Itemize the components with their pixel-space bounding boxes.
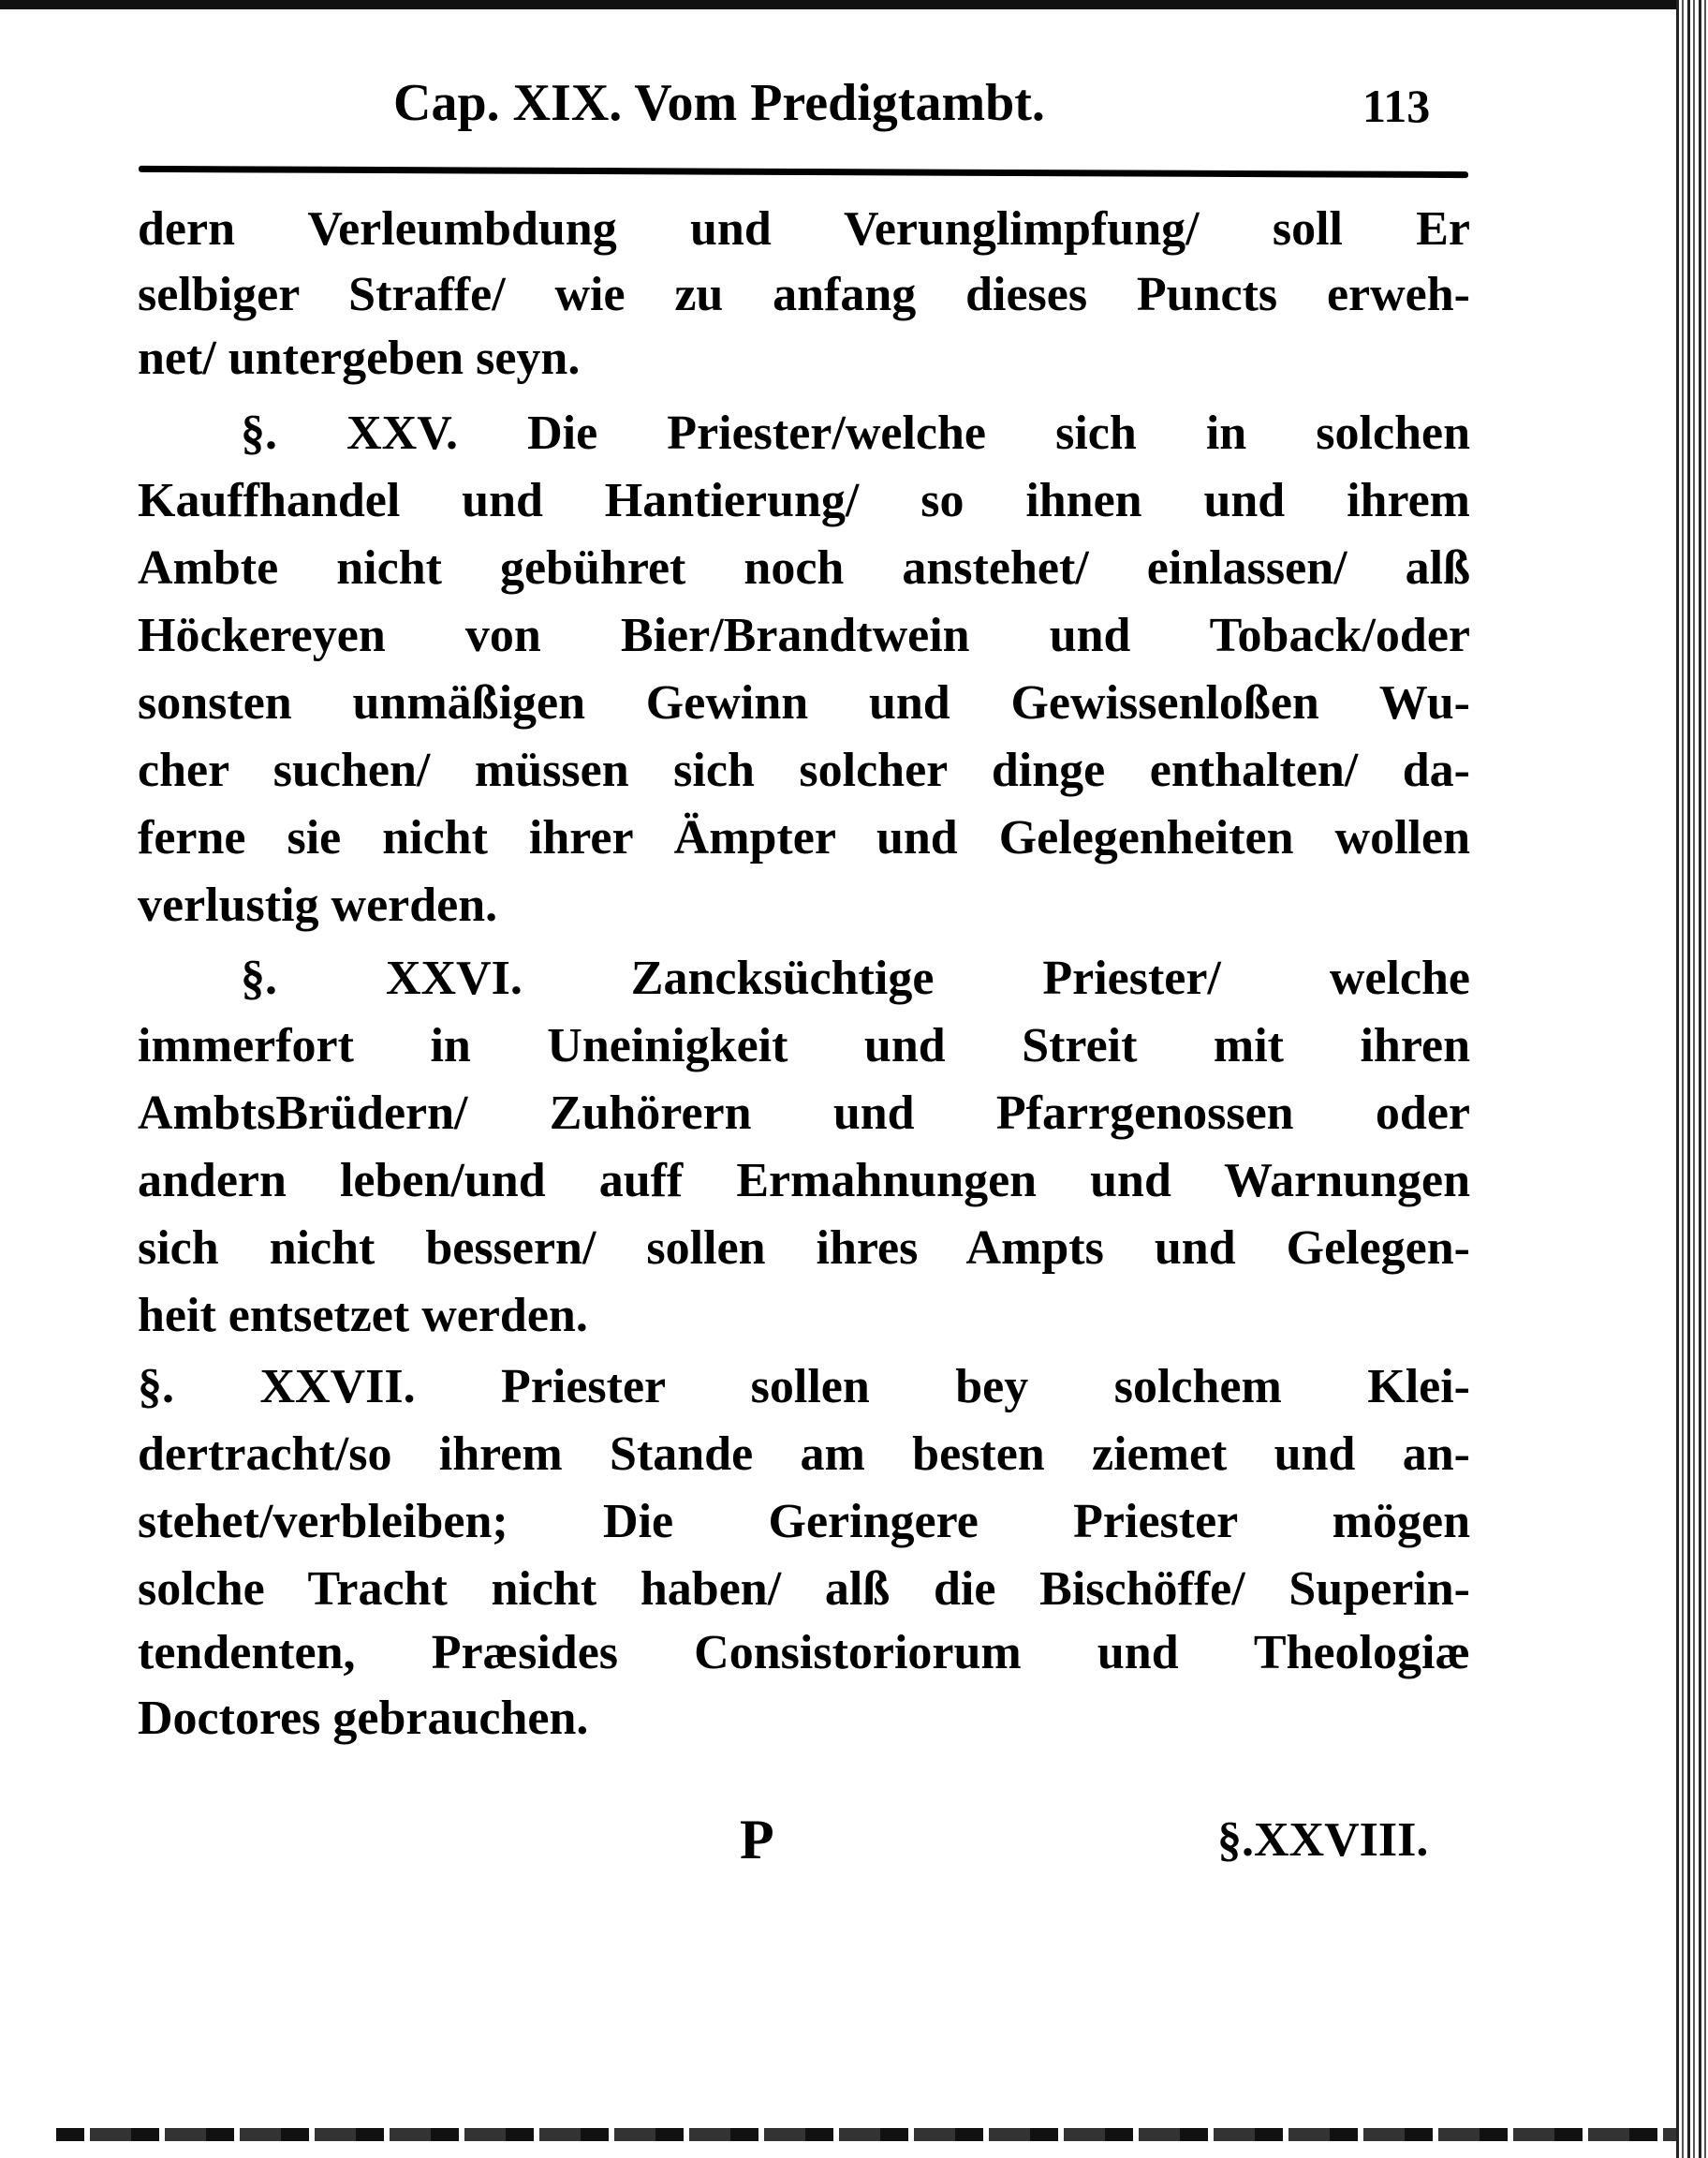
signature-mark: P [740, 1809, 774, 1870]
text-line: dertracht/so ihrem Stande am besten ziemet und an- [138, 1427, 1470, 1481]
text-line: sonsten unmäßigen Gewinn und Gewissenloßen Wu- [138, 676, 1470, 730]
text-line: cher suchen/ müssen sich solcher dinge enthalten/ da- [138, 744, 1470, 797]
text-line: §. XXVII. Priester sollen bey solchem Klei- [138, 1360, 1470, 1413]
text-line: verlustig werden. [138, 879, 498, 932]
catchword: §.XXVIII. [1217, 1813, 1429, 1867]
text-line: ferne sie nicht ihrer Ämpter und Gelegenheiten wollen [138, 811, 1470, 865]
text-line: solche Tracht nicht haben/ alß die Bischöffe/ Superin- [138, 1562, 1470, 1616]
text-line: net/ untergeben seyn. [138, 332, 581, 385]
text-line: Doctores gebrauchen. [138, 1692, 589, 1745]
text-line: stehet/verbleiben; Die Geringere Priester mögen [138, 1495, 1470, 1548]
page-number: 113 [1362, 80, 1431, 132]
text-line: §. XXVI. Zancksüchtige Priester/ welche [241, 952, 1470, 1005]
text-line: selbiger Straffe/ wie zu anfang dieses Puncts erweh- [138, 268, 1470, 321]
text-line: dern Verleumbdung und Verunglimpfung/ soll Er [138, 202, 1470, 256]
text-line: Höckereyen von Bier/Brandtwein und Toback/oder [138, 609, 1470, 662]
text-line: AmbtsBrüdern/ Zuhörern und Pfarrgenossen oder [138, 1086, 1470, 1140]
scan-edge-top [0, 0, 1708, 9]
text-line: Kauffhandel und Hantierung/ so ihnen und ihrem [138, 474, 1470, 527]
header-rule [139, 166, 1468, 178]
text-line: §. XXV. Die Priester/welche sich in solchen [241, 406, 1470, 460]
text-line: heit entsetzet werden. [138, 1289, 588, 1342]
text-line: sich nicht bessern/ sollen ihres Ampts und Gelegen- [138, 1221, 1470, 1275]
scan-edge-right [1676, 0, 1708, 2158]
text-line: Ambte nicht gebühret noch anstehet/ einlassen/ alß [138, 541, 1470, 595]
scan-edge-bottom [56, 2128, 1676, 2141]
text-line: andern leben/und auff Ermahnungen und Warnungen [138, 1154, 1470, 1207]
text-line: immerfort in Uneinigkeit und Streit mit ihren [138, 1019, 1470, 1072]
text-line: tendenten, Præsides Consistoriorum und Theologiæ [138, 1626, 1470, 1679]
running-title: Cap. XIX. Vom Predigtambt. [393, 74, 1045, 132]
